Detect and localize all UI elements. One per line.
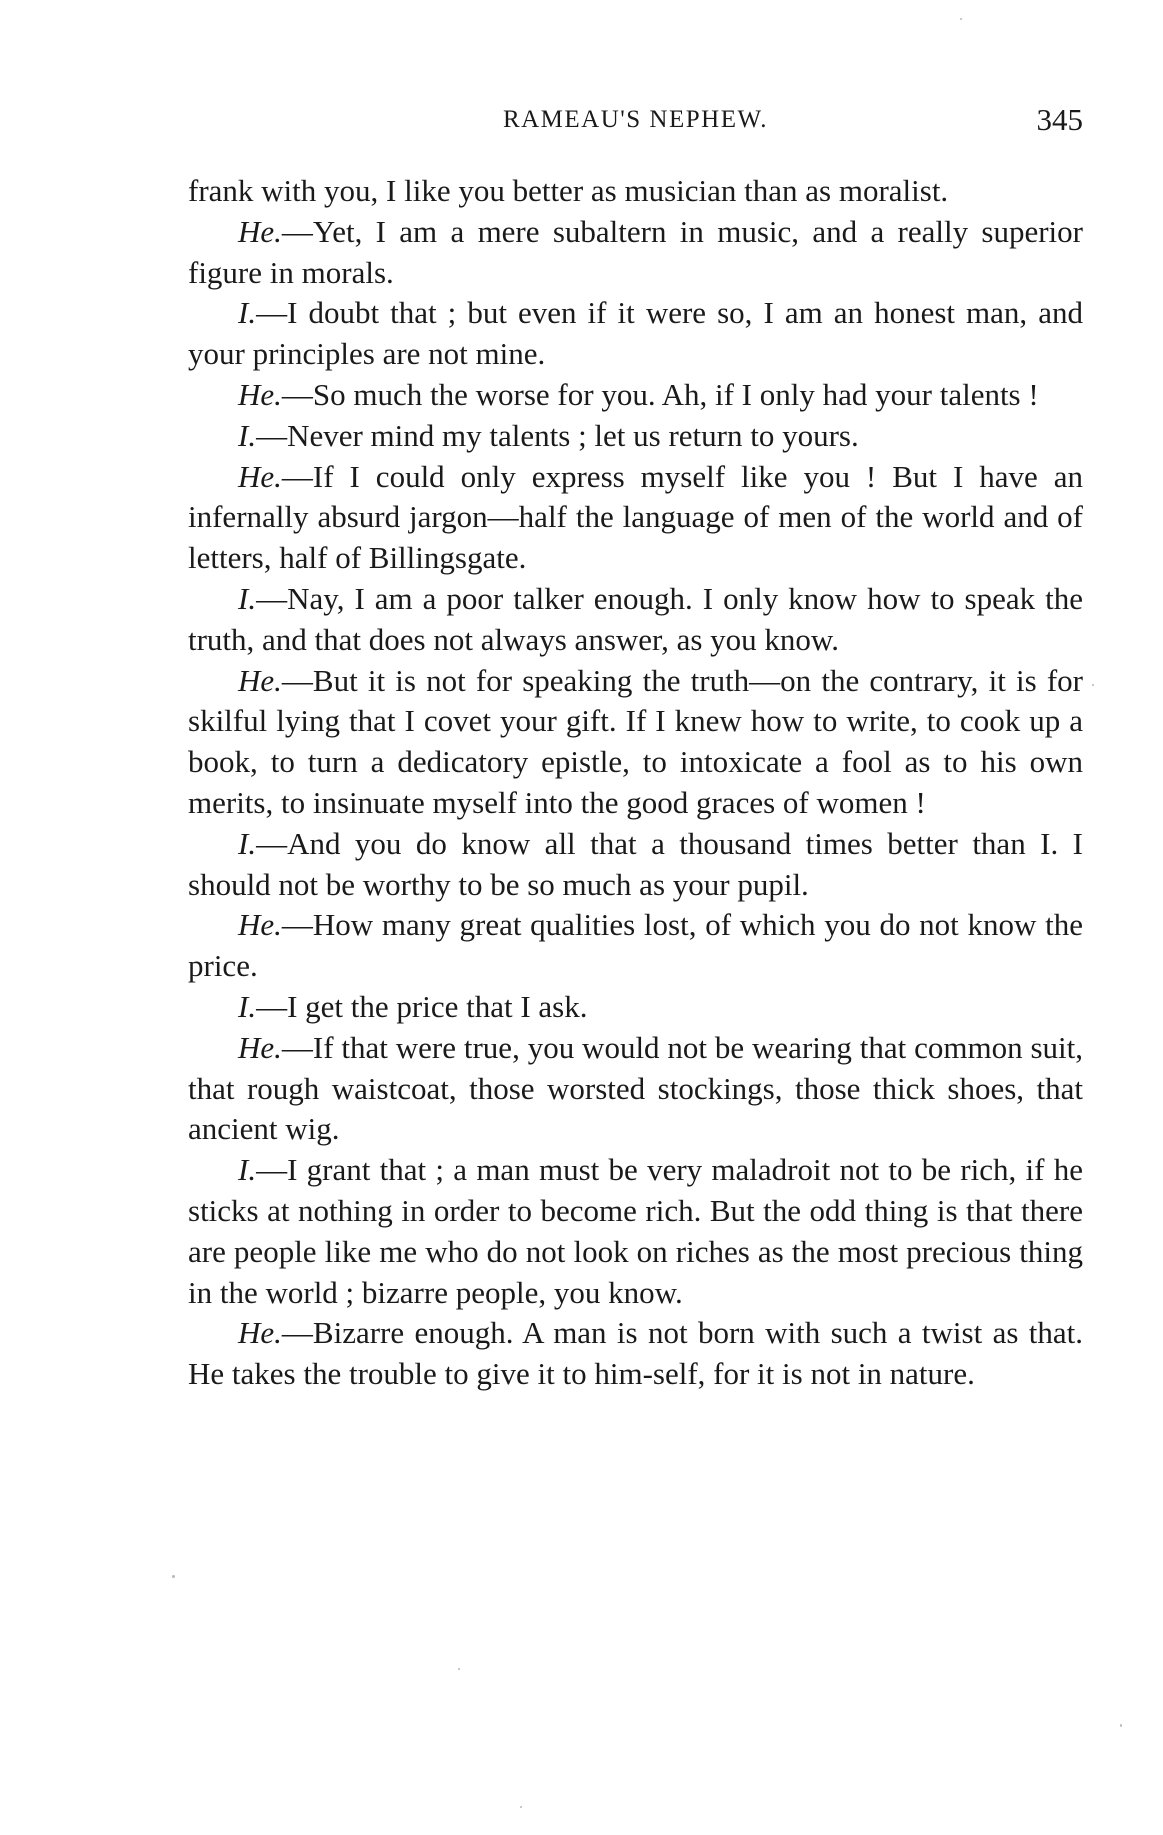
paragraph-text: —And you do know all that a thousand times better than I. I should not be worthy to be so much as your pupil.	[188, 825, 1083, 902]
body-text	[188, 171, 1083, 1395]
paragraph-text: —If I could only express myself like you ! But I have an infernally absurd jargon—half the language of men of the world and of letters, half of Billingsgate.	[188, 458, 1083, 576]
speaker-label: He.	[238, 1315, 282, 1351]
paragraph	[188, 457, 1083, 579]
paragraph	[188, 212, 1083, 294]
speaker-label: I.	[238, 417, 257, 453]
paragraph-text: —I get the price that I ask.	[256, 988, 588, 1024]
speaker-label: He.	[238, 662, 282, 698]
paragraph	[188, 1028, 1083, 1150]
speaker-label: I.	[238, 988, 257, 1024]
paragraph-text: —But it is not for speaking the truth—on the contrary, it is for skilful lying that I covet your gift. If I knew how to write, to cook up a book, to turn a dedicatory epistle, to intoxicate a fool as to his own merits, to insinuate myself into the good graces of women !	[188, 662, 1083, 820]
speaker-label: I.	[238, 825, 257, 861]
paragraph-text: —Yet, I am a mere subaltern in music, and a really superior figure in morals.	[188, 213, 1083, 290]
running-head	[188, 100, 1083, 140]
paragraph	[188, 1313, 1083, 1395]
paragraph	[188, 661, 1083, 824]
scan-speck	[520, 1806, 522, 1808]
speaker-label: He.	[238, 1029, 282, 1065]
paragraph	[188, 579, 1083, 661]
paragraph-text: —I grant that ; a man must be very maladroit not to be rich, if he sticks at nothing in order to become rich. But the odd thing is that there are people like me who do not look on riches as the most precious thing in the world ; bizarre people, you know.	[188, 1152, 1083, 1310]
paragraph-text: frank with you, I like you better as musician than as moralist.	[188, 173, 949, 208]
speaker-label: I.	[238, 295, 257, 331]
speaker-label: He.	[238, 213, 282, 249]
paragraph	[188, 293, 1083, 375]
scan-speck	[1092, 684, 1094, 686]
paragraph-text: —Never mind my talents ; let us return to yours.	[256, 417, 859, 453]
scan-speck	[172, 1575, 175, 1578]
paragraph	[188, 1150, 1083, 1313]
paragraph-text: —I doubt that ; but even if it were so, I am an honest man, and your principles are not mine.	[188, 295, 1083, 372]
speaker-label: I.	[238, 580, 257, 616]
speaker-label: He.	[238, 458, 282, 494]
paragraph-text: —So much the worse for you. Ah, if I only had your talents !	[281, 376, 1039, 412]
scan-speck	[960, 18, 962, 20]
paragraph	[188, 416, 1083, 457]
paragraph	[188, 824, 1083, 906]
paragraph	[188, 905, 1083, 987]
paragraph	[188, 987, 1083, 1028]
paragraph	[188, 375, 1083, 416]
speaker-label: I.	[238, 1152, 257, 1188]
speaker-label: He.	[238, 907, 282, 943]
page-number: 345	[1036, 102, 1083, 137]
paragraph-text: —If that were true, you would not be wearing that common suit, that rough waistcoat, those worsted stockings, those thick shoes, that ancient wig.	[188, 1029, 1083, 1147]
paragraph	[188, 171, 1083, 212]
speaker-label: He.	[238, 376, 282, 412]
running-title: RAMEAU'S NEPHEW.	[502, 106, 769, 133]
paragraph-text: —Bizarre enough. A man is not born with such a twist as that. He takes the trouble to give it to him-self, for it is not in nature.	[188, 1315, 1083, 1392]
paragraph-text: —Nay, I am a poor talker enough. I only know how to speak the truth, and that does not always answer, as you know.	[188, 580, 1083, 657]
paragraph-text: —How many great qualities lost, of which you do not know the price.	[188, 907, 1083, 984]
scan-speck	[458, 1668, 460, 1670]
scan-speck	[1120, 1724, 1122, 1727]
